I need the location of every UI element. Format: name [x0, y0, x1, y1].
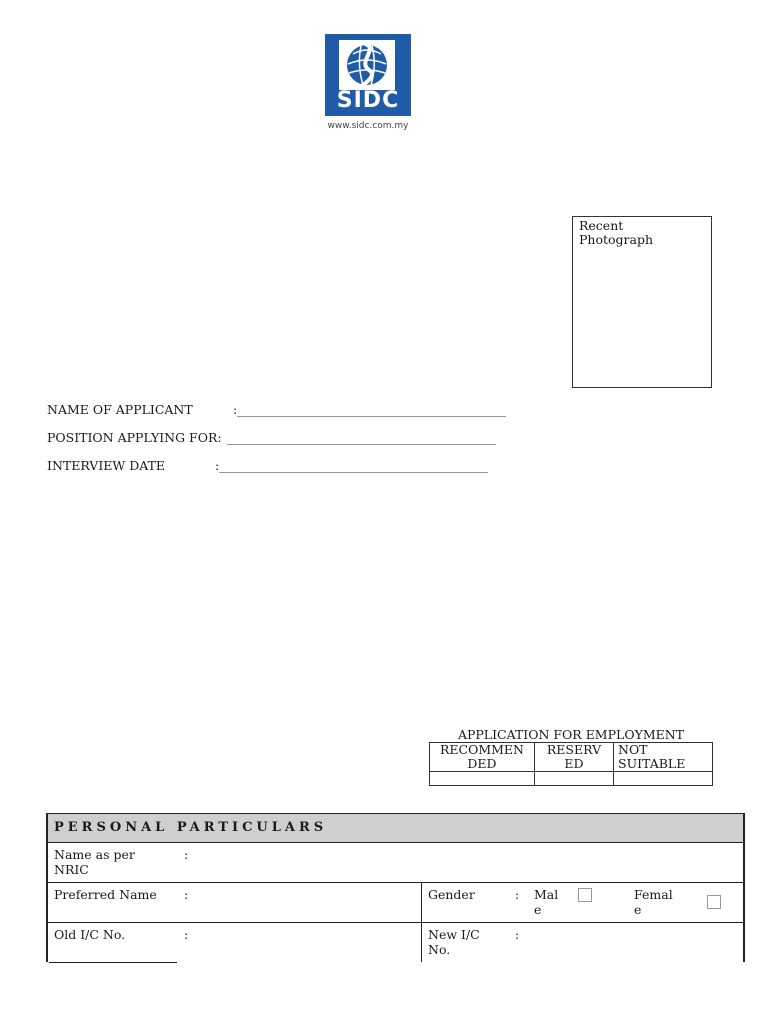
globe-icon	[339, 40, 395, 90]
photo-box	[572, 216, 712, 388]
applicant-name-label: NAME OF APPLICANT	[47, 402, 193, 417]
name-nric-label: Name as per NRIC	[54, 847, 135, 877]
reserved-header: RESERV ED	[535, 743, 614, 772]
photo-label: Recent Photograph	[579, 218, 654, 247]
applicant-name-line[interactable]: :___________________________________________	[233, 402, 506, 417]
new-ic-label: New I/C No.	[428, 927, 480, 957]
position-line[interactable]: ___________________________________________	[227, 430, 496, 445]
application-title: APPLICATION FOR EMPLOYMENT	[457, 727, 685, 742]
female-checkbox[interactable]	[707, 895, 721, 909]
not-suitable-cell[interactable]	[614, 772, 713, 786]
preferred-name-colon: :	[184, 887, 189, 902]
sidc-logo	[325, 34, 411, 116]
personal-particulars-section	[46, 813, 745, 962]
position-label: POSITION APPLYING FOR:	[47, 430, 222, 445]
old-ic-label: Old I/C No.	[54, 927, 126, 942]
male-checkbox[interactable]	[578, 888, 592, 902]
interview-date-line[interactable]: :___________________________________________	[215, 458, 488, 473]
section-title: PERSONAL PARTICULARS	[54, 820, 328, 835]
old-ic-colon: :	[184, 927, 189, 942]
old-ic-underline	[49, 962, 177, 963]
section-header	[48, 814, 743, 843]
name-nric-colon: :	[184, 847, 189, 862]
male-label: Mal e	[534, 887, 559, 917]
not-suitable-header: NOT SUITABLE	[614, 743, 713, 772]
row-divider	[48, 922, 743, 923]
interview-date-label: INTERVIEW DATE	[47, 458, 166, 473]
recommendation-table	[429, 742, 713, 786]
logo-wordmark: SIDC	[336, 88, 400, 113]
row-divider	[48, 882, 743, 883]
new-ic-colon: :	[515, 927, 520, 942]
recommended-cell[interactable]	[430, 772, 535, 786]
gender-colon: :	[515, 887, 520, 902]
gender-label: Gender	[428, 887, 475, 902]
reserved-cell[interactable]	[535, 772, 614, 786]
female-label: Femal e	[634, 887, 673, 917]
preferred-name-label: Preferred Name	[54, 887, 157, 902]
logo-url: www.sidc.com.my	[327, 121, 409, 131]
recommended-header: RECOMMEN DED	[430, 743, 535, 772]
